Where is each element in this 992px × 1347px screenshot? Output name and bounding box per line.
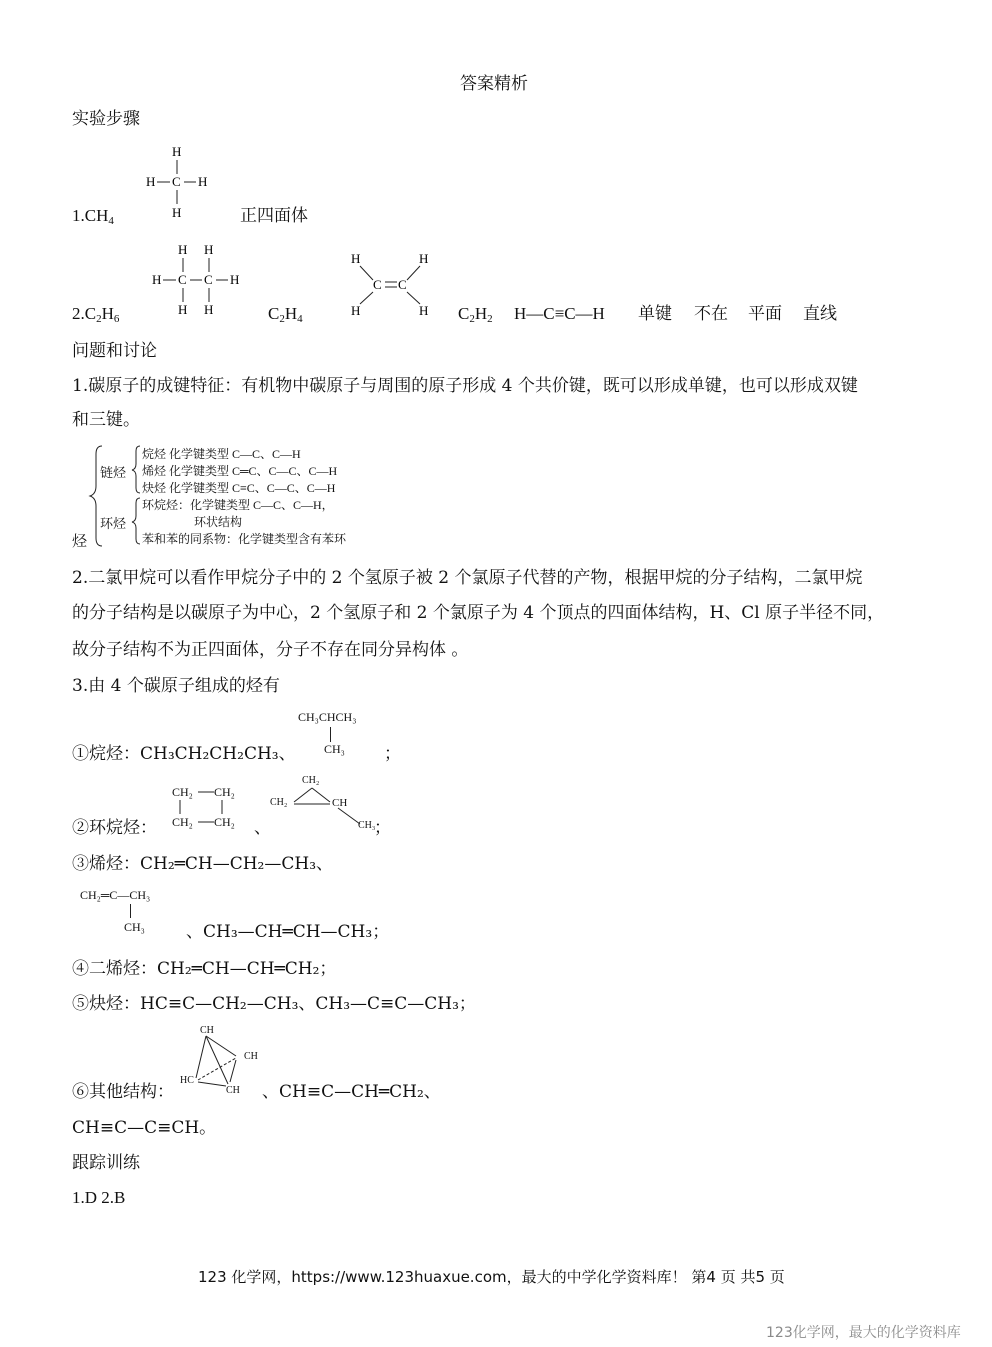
diene-line: ④二烯烃：CH₂═CH—CH═CH₂； (72, 959, 337, 979)
alkene-line2: 、CH₃—CH═CH—CH₃； (186, 922, 390, 942)
para2-line2: 的分子结构是以碳原子为中心，2 个氢原子和 2 个氯原子为 4 个顶点的四面体结构，H、Cl 原子半径不同， (72, 603, 885, 623)
bicyclo-left: HC (180, 1075, 194, 1086)
cyclobutane-tr: CH₂ (214, 785, 235, 799)
isobutene-top: CH₂═C—CH₃ (80, 888, 151, 902)
cycloalkane-end: ； (374, 818, 391, 838)
para3-heading: 3.由 4 个碳原子组成的烃有 (72, 676, 280, 696)
cyclobutane-tl: CH₂ (172, 785, 193, 799)
page-title: 答案精析 (460, 74, 528, 94)
cyclopropane-left: CH₂ (270, 797, 288, 808)
item2-word4: 直线 (803, 304, 837, 324)
cyclobutane-br: CH₂ (214, 815, 235, 829)
methane-structure (140, 142, 220, 222)
item2-triple-bond: H—C≡C—H (514, 304, 605, 323)
cls-row-ring-structure: 环状结构 (194, 515, 243, 529)
alkane-end: ； (384, 744, 401, 764)
svg-text:H: H (204, 242, 214, 257)
isobutene-bottom: CH₃ (124, 920, 145, 934)
cls-ring: 环烃 (100, 516, 127, 531)
svg-text:H: H (172, 144, 182, 159)
para2-line1: 2.二氯甲烷可以看作甲烷分子中的 2 个氢原子被 2 个氯原子代替的产物，根据甲烷的分子结构，二氯甲烷 (72, 568, 863, 588)
cyclopropane-right: CH (332, 797, 348, 809)
other-rest: 、CH≡C—CH═CH₂、 (262, 1082, 441, 1102)
svg-text:H: H (178, 302, 188, 317)
ethane-structure (148, 240, 248, 320)
svg-text:H: H (351, 303, 361, 318)
cls-root: 烃 (72, 534, 88, 550)
classification-braces (86, 442, 146, 552)
bicyclobutane-bonds (176, 1022, 266, 1102)
section-heading-experiment: 实验步骤 (72, 109, 140, 129)
bicyclo-right: CH (244, 1051, 258, 1062)
item1-shape: 正四面体 (240, 206, 308, 226)
item2-word3: 平面 (748, 304, 782, 324)
answers: 1.D 2.B (72, 1188, 126, 1207)
other-label: ⑥其他结构： (72, 1082, 174, 1102)
section-heading-practice: 跟踪训练 (72, 1153, 140, 1173)
alkane-line: ①烷烃：CH₃CH₂CH₂CH₃、 (72, 744, 296, 764)
svg-text:H: H (419, 303, 429, 318)
svg-text:C: C (398, 277, 407, 292)
svg-text:H: H (230, 272, 240, 287)
svg-text:H: H (419, 251, 429, 266)
svg-text:H: H (152, 272, 162, 287)
svg-text:H: H (351, 251, 361, 266)
item2-word2: 不在 (694, 304, 728, 324)
isobutane-bond (330, 727, 331, 742)
other-line2: CH≡C—C≡CH。 (72, 1118, 217, 1138)
svg-text:C: C (373, 277, 382, 292)
isobutene-bond (130, 904, 131, 918)
item2-ethyne: $C_2H_2$ (458, 304, 493, 325)
para2-line3: 故分子结构不为正四面体，分子不存在同分异构体 。 (72, 640, 469, 660)
alkene-line1: ③烯烃：CH₂═CH—CH₂—CH₃、 (72, 854, 334, 874)
cyclopropane-top: CH₂ (302, 775, 320, 786)
item2-formula: $2.C_2H_6$ (72, 304, 120, 325)
item1-formula: $1.CH_4$ (72, 206, 114, 227)
cls-row-benzene: 苯和苯的同系物：化学键类型含有苯环 (142, 532, 347, 546)
alkyne-line: ⑤炔烃：HC≡C—CH₂—CH₃、CH₃—C≡C—CH₃； (72, 994, 476, 1014)
cyclobutane-bonds (170, 784, 250, 834)
bicyclo-bottom: CH (226, 1085, 240, 1096)
svg-text:H: H (172, 205, 182, 220)
ethene-structure (345, 248, 440, 323)
cycloalkane-label: ②环烷烃： (72, 818, 157, 838)
svg-text:H: H (198, 174, 208, 189)
cycloalkane-sep: 、 (254, 818, 271, 838)
isobutane-top: CH₃CHCH₃ (298, 710, 357, 724)
item2-word1: 单键 (638, 304, 672, 324)
section-heading-discussion: 问题和讨论 (72, 341, 157, 361)
watermark: 123化学网，最大的化学资料库 (766, 1325, 961, 1341)
page-footer: 123 化学网，https://www.123huaxue.com，最大的中学化学资料库！ 第4 页 共5 页 (198, 1268, 785, 1286)
svg-text:C: C (204, 272, 213, 287)
cyclopropane-methyl: CH₃ (358, 820, 376, 831)
cls-row-alkyne: 炔烃 化学键类型 C≡C、C—C、C—H (142, 481, 336, 495)
cyclobutane-bl: CH₂ (172, 815, 193, 829)
isobutane-bottom: CH₃ (324, 742, 345, 756)
svg-text:H: H (204, 302, 214, 317)
item2-ethene: $C_2H_4$ (268, 304, 303, 325)
para1-line1: 1.碳原子的成键特征：有机物中碳原子与周围的原子形成 4 个共价键，既可以形成单键，也可以形成双键 (72, 376, 858, 396)
svg-text:C: C (172, 174, 181, 189)
svg-text:H: H (146, 174, 156, 189)
bicyclo-top: CH (200, 1025, 214, 1036)
svg-text:H: H (178, 242, 188, 257)
svg-text:C: C (178, 272, 187, 287)
cls-row-alkane: 烷烃 化学键类型 C—C、C—H (142, 447, 301, 461)
para1-line2: 和三键。 (72, 410, 140, 430)
cls-row-alkene: 烯烃 化学键类型 C═C、C—C、C—H (142, 464, 338, 478)
cls-row-cycloalkane: 环烷烃：化学键类型 C—C、C—H， (142, 498, 334, 512)
cls-chain: 链烃 (100, 465, 127, 480)
